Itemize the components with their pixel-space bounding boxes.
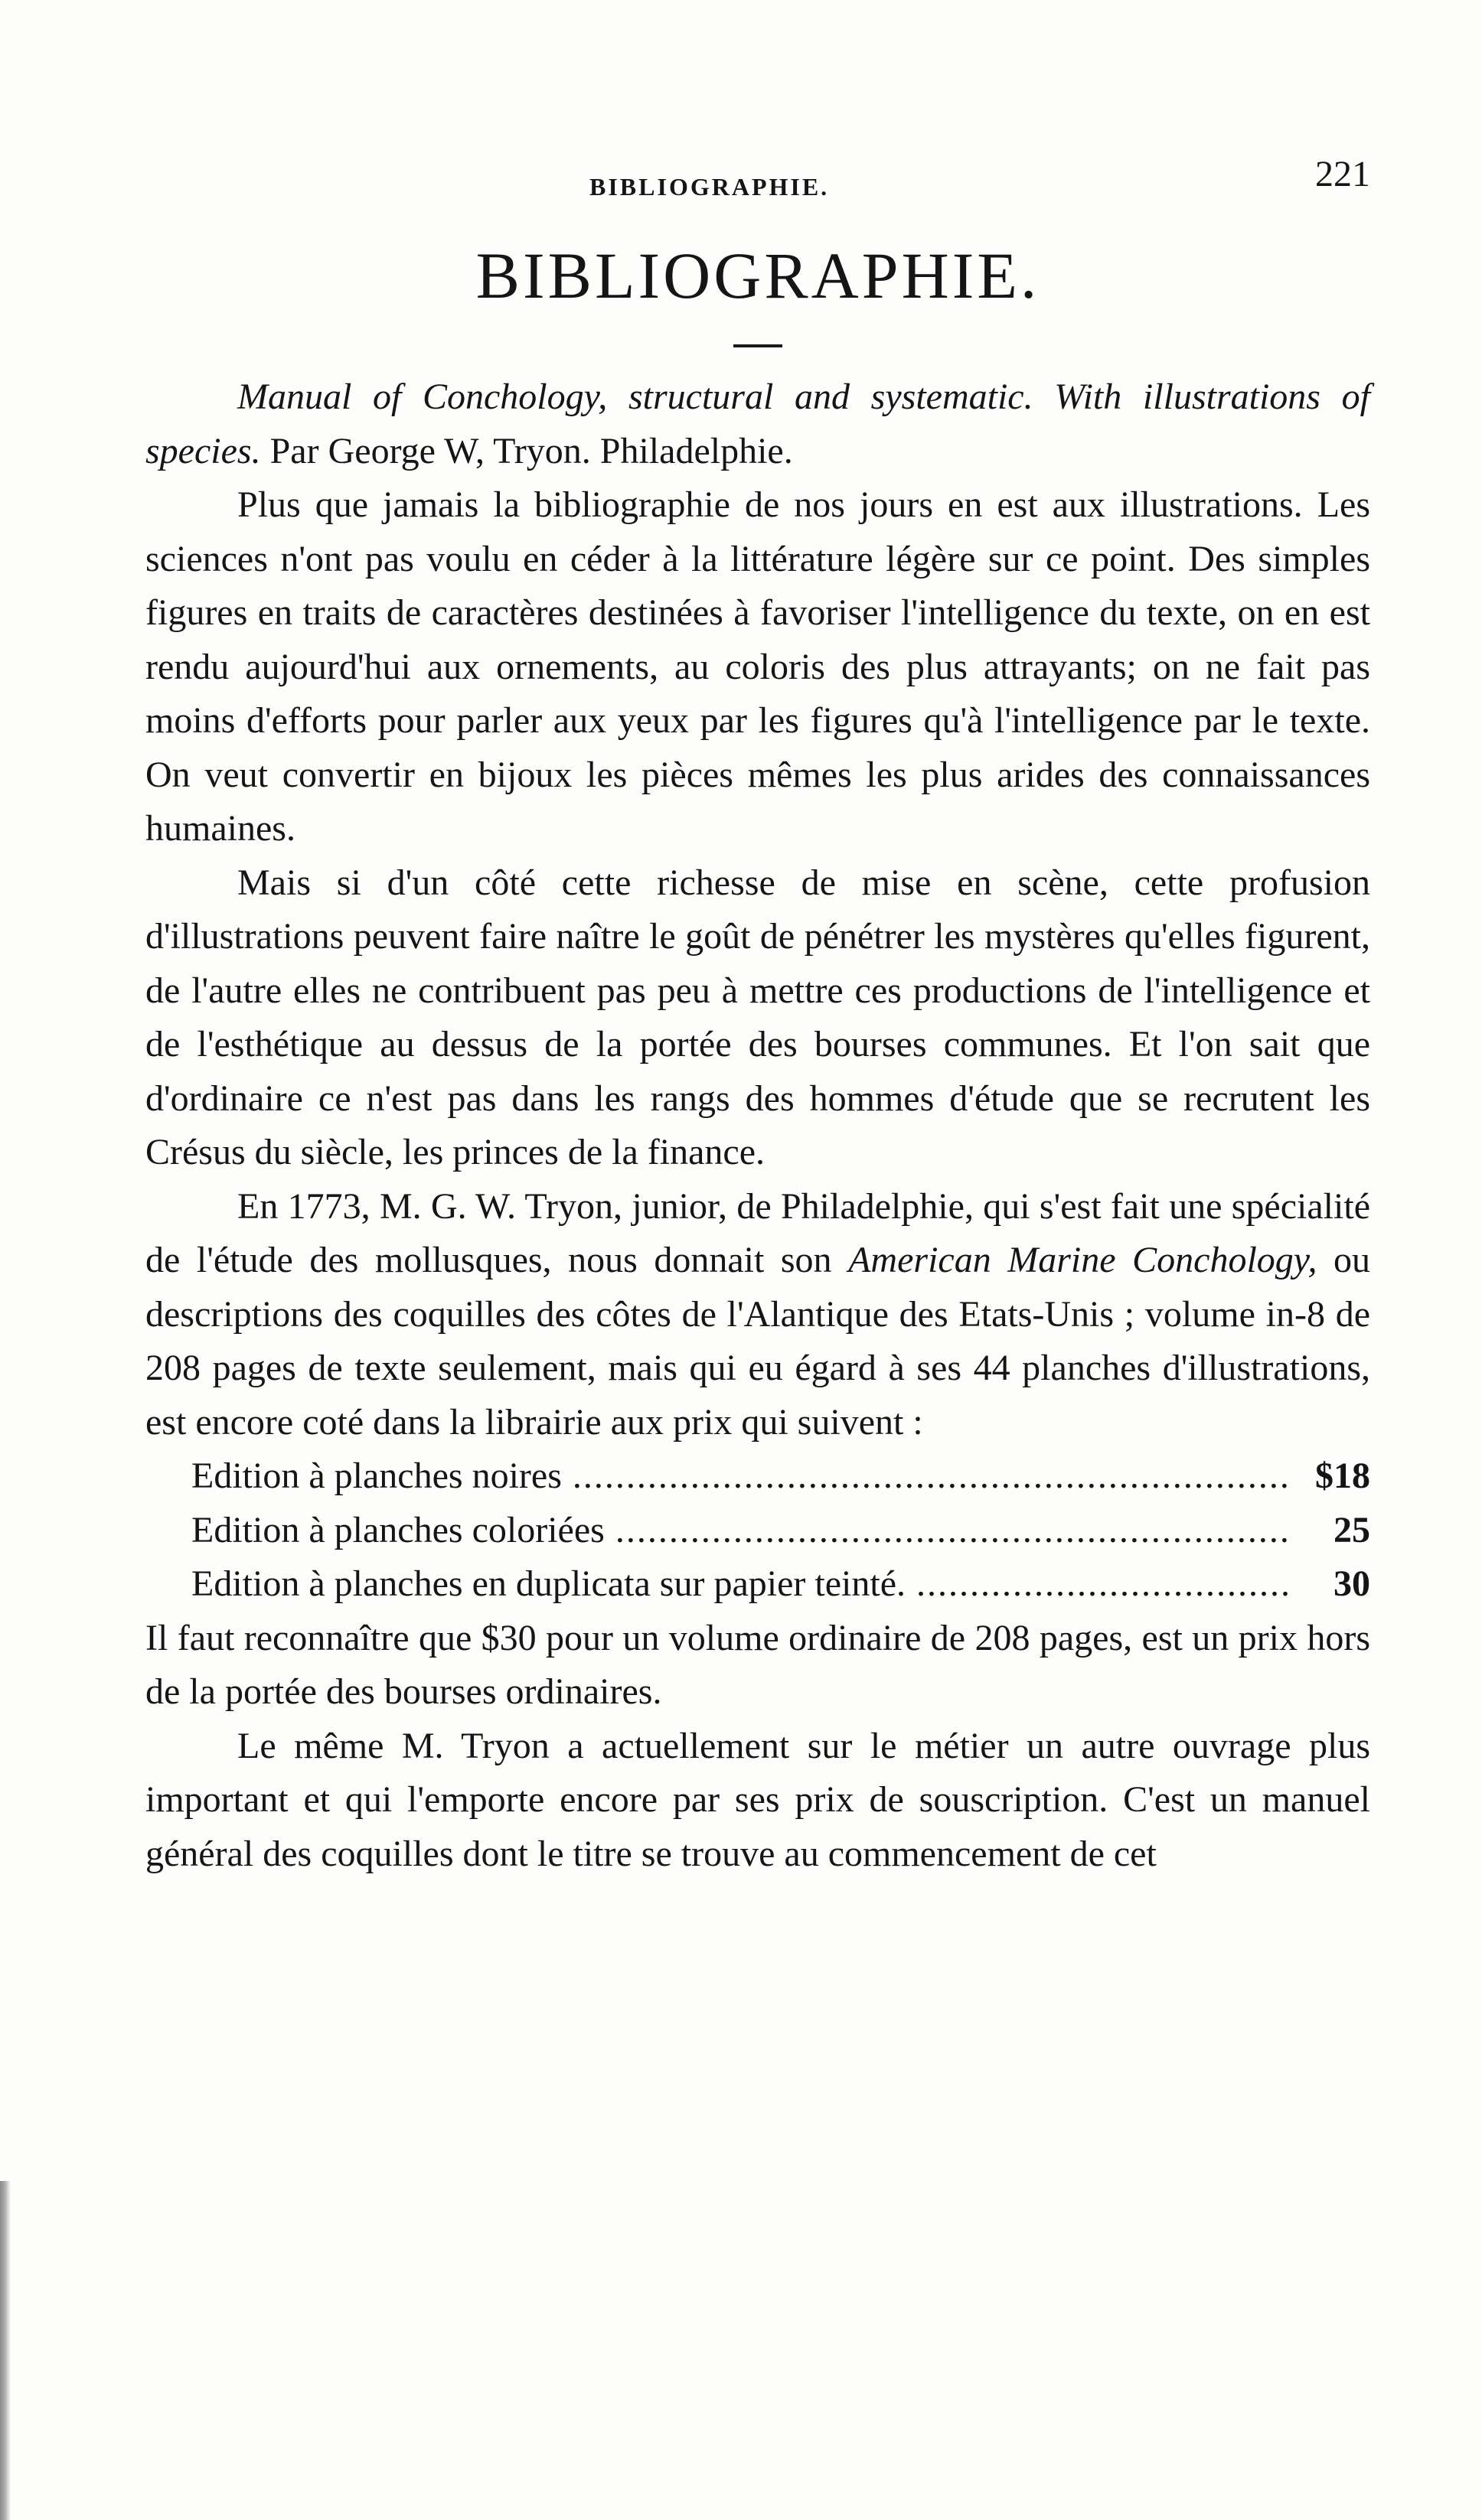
book-citation bbox=[145, 370, 1370, 478]
citation-author: Par George W, Tryon. Philadelphie. bbox=[260, 430, 793, 471]
citation-title: Manual of Conchology, structural and systematic. With illustrations of species. bbox=[145, 377, 1370, 471]
price-label: Edition à planches coloriées bbox=[191, 1509, 605, 1550]
paragraph-5: Le même M. Tryon a actuellement sur le métier un autre ouvrage plus important et qui l'emporte encore par ses prix de souscription. C'est un manuel général des coquilles dont le titre se trouve au commencement de cet bbox=[145, 1725, 1370, 1874]
page-number: 221 bbox=[1315, 154, 1370, 194]
price-value: $18 bbox=[1315, 1456, 1370, 1496]
price-leader-dots bbox=[573, 1449, 1291, 1504]
price-label: Edition à planches en duplicata sur papier teinté. bbox=[191, 1563, 906, 1604]
price-row bbox=[145, 1449, 1370, 1504]
running-head bbox=[145, 145, 1370, 207]
paragraph-3 bbox=[145, 1180, 1370, 1450]
paragraph-3-after: ou descriptions des coquilles des côtes de l'Alantique des Etats-Unis ; volume in-8 de 208 pages de texte seulement, mais qui eu égard à ses 44 planches d'illustrations, est encore coté dans la librairie aux prix qui suivent : bbox=[145, 1240, 1371, 1443]
price-row bbox=[145, 1557, 1370, 1612]
price-value: 30 bbox=[1333, 1563, 1370, 1604]
main-title: BIBLIOGRAPHIE. bbox=[475, 239, 1040, 312]
paragraph-4: Il faut reconnaître que $30 pour un volume ordinaire de 208 pages, est un prix hors de la portée des bourses ordinaires. bbox=[145, 1617, 1370, 1712]
paragraph-1: Plus que jamais la bibliographie de nos jours en est aux illustrations. Les sciences n'ont pas voulu en céder à la littérature légère sur ce point. Des simples figures en traits de caractères destinées à favoriser l'intelligence du texte, on en est rendu aujourd'hui aux ornements, au coloris des plus attrayants; on ne fait pas moins d'efforts pour parler aux yeux par les figures qu'à l'intelligence par le texte. On veut convertir en bijoux les pièces mêmes les plus arides des connaissances humaines. bbox=[145, 484, 1370, 849]
paragraph-3-italic-title: American Marine Conchology, bbox=[848, 1240, 1317, 1280]
paragraph-2: Mais si d'un côté cette richesse de mise en scène, cette profusion d'illustrations peuvent faire naître le goût de pénétrer les mystères qu'elles figurent, de l'autre elles ne contribuent pas peu à mettre ces productions de l'intelligence et de l'esthétique au dessus de la portée des bourses communes. Et l'on sait que d'ordinaire ce n'est pas dans les rangs des hommes d'étude que se recrutent les Crésus du siècle, les princes de la finance. bbox=[145, 862, 1370, 1172]
price-list bbox=[145, 1449, 1370, 1612]
paragraph-3-before: En 1773, M. G. W. Tryon, junior, de Philadelphie, qui s'est fait une spécialité de l'étude des mollusques, nous donnait son bbox=[145, 1185, 1370, 1280]
price-value: 25 bbox=[1333, 1509, 1370, 1550]
price-label: Edition à planches noires bbox=[191, 1456, 562, 1496]
text-block bbox=[145, 145, 1370, 1881]
price-leader-dots bbox=[916, 1557, 1291, 1612]
price-row bbox=[145, 1504, 1370, 1558]
running-title: BIBLIOGRAPHIE. bbox=[589, 173, 830, 200]
title-rule bbox=[733, 344, 782, 347]
page-binding-shadow bbox=[0, 2181, 11, 2520]
price-leader-dots bbox=[615, 1504, 1291, 1558]
